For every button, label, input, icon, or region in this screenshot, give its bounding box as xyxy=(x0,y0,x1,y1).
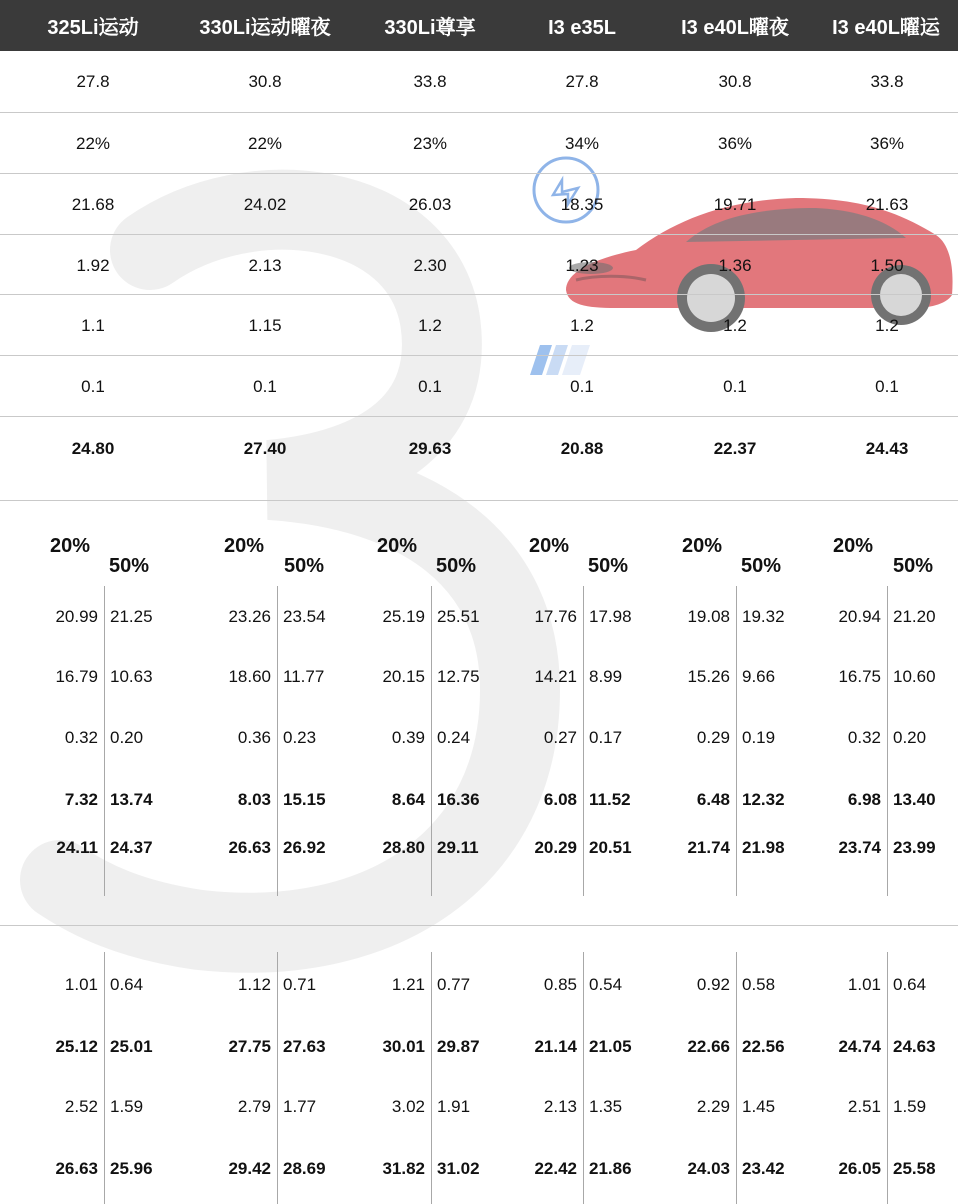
value-20-percent: 6.98 xyxy=(847,790,881,809)
row-divider xyxy=(0,416,958,417)
down-payment-20-label: 20% xyxy=(224,535,265,557)
column-header: 325Li运动 xyxy=(47,17,139,39)
value-20-percent: 16.79 xyxy=(55,667,98,686)
table-cell: 24.43 xyxy=(865,439,909,458)
table-cell: 36% xyxy=(869,134,905,153)
value-20-percent: 20.29 xyxy=(534,838,577,857)
table-cell: 0.1 xyxy=(723,377,747,396)
value-50-percent: 25.51 xyxy=(437,607,480,626)
down-payment-20-label: 20% xyxy=(682,535,723,557)
table-cell: 1.50 xyxy=(870,256,904,275)
value-20-percent: 2.51 xyxy=(847,1097,881,1116)
value-50-percent: 10.63 xyxy=(110,667,153,686)
value-50-percent: 21.98 xyxy=(742,838,785,857)
table-cell: 22% xyxy=(247,134,283,153)
value-50-percent: 21.86 xyxy=(589,1159,632,1178)
value-20-percent: 2.79 xyxy=(237,1097,271,1116)
column-divider xyxy=(887,952,888,1204)
value-50-percent: 25.96 xyxy=(110,1159,153,1178)
table-cell: 2.13 xyxy=(248,256,282,275)
down-payment-50-label: 50% xyxy=(109,555,150,577)
column-divider xyxy=(583,952,584,1204)
value-20-percent: 16.75 xyxy=(838,667,881,686)
down-payment-20-label: 20% xyxy=(377,535,418,557)
down-payment-50-label: 50% xyxy=(741,555,782,577)
value-50-percent: 1.35 xyxy=(589,1097,623,1116)
value-20-percent: 25.12 xyxy=(55,1037,98,1056)
down-payment-50-label: 50% xyxy=(284,555,325,577)
value-50-percent: 16.36 xyxy=(437,790,480,809)
value-50-percent: 29.11 xyxy=(437,838,479,857)
table-cell: 1.23 xyxy=(565,256,599,275)
value-20-percent: 14.21 xyxy=(534,667,577,686)
value-20-percent: 1.12 xyxy=(237,975,271,994)
value-50-percent: 28.69 xyxy=(283,1159,326,1178)
value-50-percent: 0.24 xyxy=(437,728,471,747)
value-50-percent: 21.05 xyxy=(589,1037,632,1056)
value-20-percent: 26.63 xyxy=(228,838,271,857)
value-20-percent: 0.39 xyxy=(391,728,425,747)
table-cell: 26.03 xyxy=(408,195,452,214)
value-20-percent: 29.42 xyxy=(228,1159,271,1178)
value-20-percent: 6.48 xyxy=(696,790,730,809)
value-50-percent: 27.63 xyxy=(283,1037,326,1056)
value-50-percent: 21.25 xyxy=(110,607,153,626)
value-50-percent: 24.63 xyxy=(893,1037,936,1056)
column-divider xyxy=(736,586,737,896)
value-50-percent: 12.75 xyxy=(437,667,480,686)
value-50-percent: 11.52 xyxy=(589,790,631,809)
value-20-percent: 21.74 xyxy=(687,838,730,857)
value-20-percent: 23.74 xyxy=(838,838,881,857)
value-50-percent: 0.17 xyxy=(589,728,623,747)
value-50-percent: 23.42 xyxy=(742,1159,785,1178)
value-50-percent: 1.59 xyxy=(110,1097,144,1116)
table-cell: 23% xyxy=(412,134,448,153)
column-header: I3 e40L曜夜 xyxy=(681,17,789,39)
column-divider xyxy=(431,586,432,896)
table-cell: 27.40 xyxy=(243,439,287,458)
value-20-percent: 8.03 xyxy=(237,790,271,809)
value-20-percent: 24.74 xyxy=(838,1037,881,1056)
value-20-percent: 31.82 xyxy=(382,1159,425,1178)
value-20-percent: 0.92 xyxy=(696,975,730,994)
value-20-percent: 27.75 xyxy=(228,1037,271,1056)
row-divider xyxy=(0,355,958,356)
value-20-percent: 1.01 xyxy=(847,975,881,994)
column-header: 330Li尊享 xyxy=(384,17,476,39)
table-cell: 1.2 xyxy=(570,316,594,335)
value-50-percent: 1.45 xyxy=(742,1097,776,1116)
value-50-percent: 0.23 xyxy=(283,728,317,747)
value-20-percent: 7.32 xyxy=(64,790,98,809)
value-50-percent: 1.77 xyxy=(283,1097,317,1116)
row-divider xyxy=(0,234,958,235)
m-stripe-logo xyxy=(530,345,590,375)
table-cell: 1.36 xyxy=(718,256,752,275)
value-50-percent: 0.58 xyxy=(742,975,776,994)
table-cell: 36% xyxy=(717,134,753,153)
down-payment-50-label: 50% xyxy=(588,555,629,577)
value-50-percent: 23.54 xyxy=(283,607,326,626)
value-20-percent: 26.05 xyxy=(838,1159,881,1178)
value-20-percent: 1.21 xyxy=(391,975,425,994)
table-cell: 20.88 xyxy=(560,439,604,458)
column-divider xyxy=(583,586,584,896)
column-divider xyxy=(104,952,105,1204)
value-20-percent: 26.63 xyxy=(55,1159,98,1178)
value-20-percent: 17.76 xyxy=(534,607,577,626)
value-20-percent: 2.29 xyxy=(696,1097,730,1116)
value-20-percent: 20.99 xyxy=(55,607,98,626)
value-50-percent: 23.99 xyxy=(893,838,936,857)
value-50-percent: 0.71 xyxy=(283,975,317,994)
value-50-percent: 0.20 xyxy=(110,728,144,747)
table-cell: 1.92 xyxy=(76,256,110,275)
table-cell: 21.63 xyxy=(865,195,909,214)
value-50-percent: 10.60 xyxy=(893,667,936,686)
row-divider xyxy=(0,173,958,174)
table-cell: 30.8 xyxy=(248,72,282,91)
value-20-percent: 28.80 xyxy=(382,838,425,857)
table-cell: 24.02 xyxy=(243,195,287,214)
value-50-percent: 15.15 xyxy=(283,790,326,809)
column-divider xyxy=(887,586,888,896)
value-50-percent: 21.20 xyxy=(893,607,936,626)
value-50-percent: 0.19 xyxy=(742,728,776,747)
value-50-percent: 0.77 xyxy=(437,975,471,994)
value-20-percent: 0.85 xyxy=(543,975,577,994)
down-payment-20-label: 20% xyxy=(833,535,874,557)
row-divider xyxy=(0,112,958,113)
table-cell: 18.35 xyxy=(560,195,604,214)
table-cell: 34% xyxy=(564,134,600,153)
down-payment-20-label: 20% xyxy=(529,535,570,557)
section-divider xyxy=(0,925,958,926)
table-cell: 1.1 xyxy=(81,316,105,335)
value-50-percent: 13.40 xyxy=(893,790,936,809)
table-cell: 1.15 xyxy=(248,316,282,335)
down-payment-50-label: 50% xyxy=(436,555,477,577)
value-20-percent: 2.13 xyxy=(543,1097,577,1116)
value-20-percent: 22.42 xyxy=(534,1159,577,1178)
value-20-percent: 20.94 xyxy=(838,607,881,626)
value-20-percent: 15.26 xyxy=(687,667,730,686)
table-cell: 2.30 xyxy=(413,256,447,275)
table-cell: 22.37 xyxy=(713,439,757,458)
column-header: I3 e35L xyxy=(548,17,616,39)
column-divider xyxy=(277,586,278,896)
value-50-percent: 25.01 xyxy=(110,1037,153,1056)
value-50-percent: 8.99 xyxy=(589,667,623,686)
value-20-percent: 6.08 xyxy=(543,790,577,809)
table-cell: 1.2 xyxy=(875,316,899,335)
value-20-percent: 22.66 xyxy=(687,1037,730,1056)
table-cell: 33.8 xyxy=(413,72,447,91)
column-header: 330Li运动曜夜 xyxy=(199,17,331,39)
row-divider xyxy=(0,294,958,295)
value-50-percent: 17.98 xyxy=(589,607,632,626)
value-20-percent: 20.15 xyxy=(382,667,425,686)
value-20-percent: 0.32 xyxy=(847,728,881,747)
header-bar xyxy=(0,0,958,51)
value-50-percent: 22.56 xyxy=(742,1037,785,1056)
value-50-percent: 1.91 xyxy=(437,1097,471,1116)
value-20-percent: 3.02 xyxy=(391,1097,425,1116)
value-50-percent: 19.32 xyxy=(742,607,785,626)
table-cell: 24.80 xyxy=(71,439,115,458)
table-cell: 0.1 xyxy=(418,377,442,396)
value-50-percent: 29.87 xyxy=(437,1037,480,1056)
table-cell: 0.1 xyxy=(875,377,899,396)
column-divider xyxy=(431,952,432,1204)
value-20-percent: 18.60 xyxy=(228,667,271,686)
value-20-percent: 24.03 xyxy=(687,1159,730,1178)
table-cell: 1.2 xyxy=(418,316,442,335)
value-50-percent: 0.54 xyxy=(589,975,623,994)
table-cell: 0.1 xyxy=(253,377,277,396)
column-divider xyxy=(104,586,105,896)
row-divider xyxy=(0,500,958,501)
value-20-percent: 25.19 xyxy=(382,607,425,626)
value-50-percent: 12.32 xyxy=(742,790,785,809)
value-20-percent: 0.27 xyxy=(543,728,577,747)
value-20-percent: 24.11 xyxy=(56,838,98,857)
value-20-percent: 0.29 xyxy=(696,728,730,747)
value-50-percent: 24.37 xyxy=(110,838,153,857)
table-cell: 22% xyxy=(75,134,111,153)
value-20-percent: 1.01 xyxy=(64,975,98,994)
down-payment-50-label: 50% xyxy=(893,555,934,577)
table-cell: 29.63 xyxy=(408,439,452,458)
table-cell: 19.71 xyxy=(713,195,757,214)
value-50-percent: 0.20 xyxy=(893,728,927,747)
column-header: I3 e40L曜运 xyxy=(832,17,940,39)
value-50-percent: 11.77 xyxy=(283,667,325,686)
value-20-percent: 23.26 xyxy=(228,607,271,626)
value-50-percent: 9.66 xyxy=(742,667,776,686)
value-50-percent: 26.92 xyxy=(283,838,326,857)
value-50-percent: 31.02 xyxy=(437,1159,480,1178)
table-cell: 0.1 xyxy=(570,377,594,396)
value-20-percent: 30.01 xyxy=(382,1037,425,1056)
down-payment-20-label: 20% xyxy=(50,535,91,557)
value-50-percent: 0.64 xyxy=(110,975,144,994)
value-20-percent: 0.36 xyxy=(237,728,271,747)
table-cell: 21.68 xyxy=(71,195,115,214)
value-50-percent: 0.64 xyxy=(893,975,927,994)
value-20-percent: 21.14 xyxy=(534,1037,577,1056)
column-divider xyxy=(277,952,278,1204)
value-50-percent: 13.74 xyxy=(110,790,153,809)
table-cell: 33.8 xyxy=(870,72,904,91)
value-50-percent: 25.58 xyxy=(893,1159,936,1178)
value-20-percent: 2.52 xyxy=(64,1097,98,1116)
table-cell: 27.8 xyxy=(565,72,599,91)
value-20-percent: 0.32 xyxy=(64,728,98,747)
table-cell: 1.2 xyxy=(723,316,747,335)
value-50-percent: 20.51 xyxy=(589,838,632,857)
column-divider xyxy=(736,952,737,1204)
value-20-percent: 19.08 xyxy=(687,607,730,626)
value-20-percent: 8.64 xyxy=(391,790,425,809)
value-50-percent: 1.59 xyxy=(893,1097,927,1116)
table-cell: 0.1 xyxy=(81,377,105,396)
table-cell: 30.8 xyxy=(718,72,752,91)
table-cell: 27.8 xyxy=(76,72,110,91)
